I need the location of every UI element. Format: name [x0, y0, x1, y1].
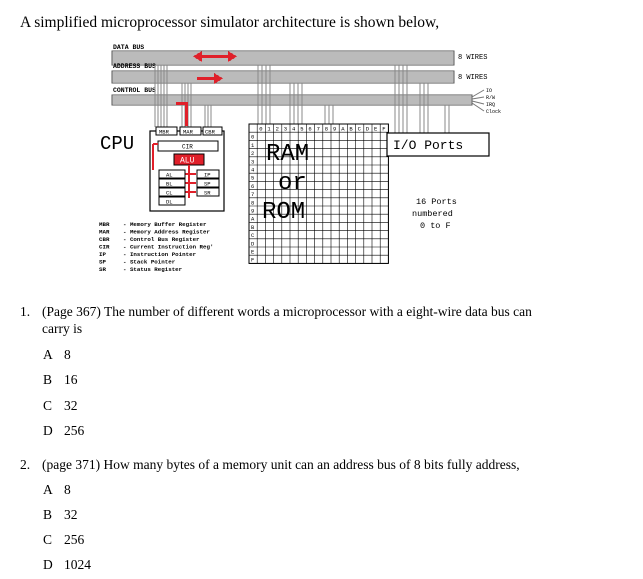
memory-row-header: 7: [251, 191, 255, 199]
option-1c[interactable]: C 32: [43, 398, 78, 413]
memory-col-header: 0: [259, 125, 263, 133]
memory-col-header: 7: [316, 125, 320, 133]
memory-row-header: 0: [251, 133, 255, 141]
memory-row-header: 3: [251, 158, 255, 166]
memory-col-header: 4: [292, 125, 296, 133]
memory-col-header: F: [382, 125, 386, 133]
control-bus: [112, 95, 472, 105]
ctrl-line-irq: IRQ: [486, 102, 496, 108]
ctrl-line-rw: R/W: [486, 95, 496, 101]
memory-row-header: E: [251, 248, 255, 256]
memory-row-header: 6: [251, 182, 255, 190]
wires-top-label: 8 WIRES: [458, 54, 488, 62]
option-2d[interactable]: D 1024: [43, 557, 91, 572]
cpu-label: CPU: [100, 133, 135, 155]
legend-abbr: CBR: [99, 236, 110, 243]
ctrl-line-clock: Clock: [486, 109, 502, 115]
memory-row-header: 4: [251, 166, 255, 174]
mem-label-or: or: [278, 170, 307, 197]
reg-cl: CL: [166, 189, 173, 197]
option-1d[interactable]: D 256: [43, 423, 85, 438]
memory-row-header: 5: [251, 174, 255, 182]
memory-col-header: 8: [324, 125, 329, 133]
memory-row-header: B: [251, 223, 255, 231]
legend-abbr: SR: [99, 266, 106, 273]
reg-sp: SP: [204, 180, 211, 188]
legend-desc: - Stack Pointer: [123, 258, 176, 266]
address-bus-label: ADDRESS BUS: [113, 63, 156, 70]
memory-row-header: A: [251, 215, 255, 223]
legend-desc: - Status Register: [123, 266, 183, 273]
option-2c[interactable]: C 256: [43, 532, 85, 547]
memory-row-header: 1: [251, 141, 255, 149]
memory-col-header: 6: [308, 125, 312, 133]
reg-dl: DL: [166, 198, 173, 206]
reg-mar: MAR: [183, 128, 193, 136]
alu-label: ALU: [180, 156, 195, 166]
memory-col-header: E: [374, 125, 378, 133]
memory-row-header: C: [251, 232, 255, 240]
legend-abbr: MBR: [99, 221, 110, 228]
legend-desc: - Control Bus Register: [123, 236, 200, 243]
option-1b[interactable]: B 16: [43, 372, 78, 387]
memory-row-header: D: [251, 240, 255, 248]
reg-cbr: CBR: [205, 128, 215, 136]
reg-bl: BL: [166, 180, 173, 188]
ports-note-3: 0 to F: [420, 221, 451, 231]
mem-label-ram: RAM: [266, 141, 310, 168]
legend-abbr: SP: [99, 258, 106, 266]
memory-row-header: F: [251, 256, 255, 264]
reg-ip: IP: [204, 171, 211, 179]
memory-col-header: 9: [333, 125, 337, 133]
memory-row-header: 2: [251, 150, 255, 158]
legend-desc: - Memory Buffer Register: [123, 221, 207, 228]
legend-desc: - Memory Address Register: [123, 228, 210, 236]
intro-text: A simplified microprocessor simulator architecture is shown below,: [20, 14, 440, 31]
legend-desc: - Current Instruction Reg': [123, 243, 214, 251]
io-ports-label: I/O Ports: [393, 138, 464, 153]
question-number: 2.: [20, 457, 31, 472]
wires-mid-label: 8 WIRES: [458, 74, 488, 82]
option-2b[interactable]: B 32: [43, 507, 78, 522]
data-bus: [112, 51, 454, 65]
option-2a[interactable]: A 8: [43, 482, 71, 497]
ctrl-line-io: IO: [486, 88, 493, 94]
ports-note-1: 16 Ports: [416, 197, 457, 207]
question-text: (Page 367) The number of different words a microprocessor with a eight-wire data bus can: [42, 304, 532, 319]
legend-abbr: IP: [99, 251, 106, 258]
memory-col-header: C: [357, 125, 361, 133]
memory-col-header: 3: [283, 125, 288, 133]
option-1a[interactable]: A 8: [43, 347, 71, 362]
memory-col-header: 1: [267, 125, 271, 133]
memory-col-header: A: [341, 125, 345, 133]
legend: [99, 221, 213, 273]
legend-abbr: CIR: [99, 243, 110, 251]
mem-label-rom: ROM: [262, 199, 306, 226]
reg-mbr: MBR: [159, 128, 169, 136]
question-text: carry is: [42, 321, 83, 336]
reg-cir: CIR: [182, 143, 193, 151]
memory-row-header: 9: [251, 207, 255, 215]
ports-note-2: numbered: [412, 209, 453, 219]
question-number: 1.: [20, 304, 31, 319]
memory-row-header: 8: [251, 199, 255, 207]
legend-abbr: MAR: [99, 228, 110, 236]
question-text: (page 371) How many bytes of a memory unit can an address bus of 8 bits fully address,: [42, 457, 520, 472]
memory-col-header: 2: [275, 125, 279, 133]
data-bus-label: DATA BUS: [113, 44, 145, 51]
reg-sr: SR: [204, 189, 211, 197]
control-bus-label: CONTROL BUS: [113, 87, 156, 94]
memory-col-header: D: [365, 125, 370, 133]
legend-desc: - Instruction Pointer: [123, 251, 197, 258]
memory-col-header: 5: [300, 125, 304, 133]
memory-col-header: B: [349, 125, 353, 133]
reg-al: AL: [166, 171, 173, 179]
